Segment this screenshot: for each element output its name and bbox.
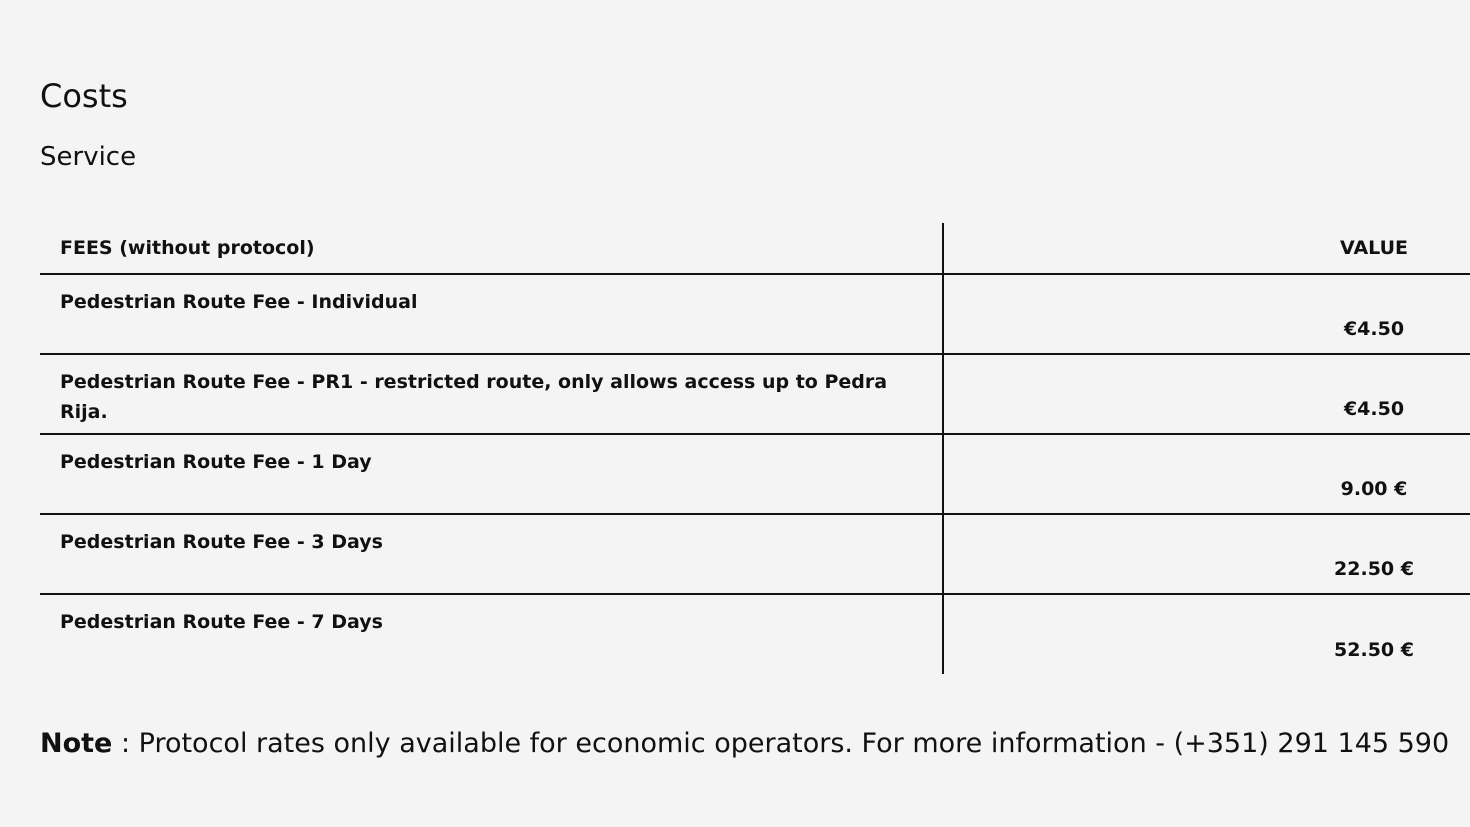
fees-column-header: FEES (without protocol) bbox=[40, 223, 943, 274]
fee-value: €4.50 bbox=[1343, 318, 1405, 340]
fees-table bbox=[40, 223, 1470, 674]
page-title: Costs bbox=[40, 77, 128, 115]
protocol-note bbox=[40, 726, 1449, 762]
fee-name-cell: Pedestrian Route Fee - PR1 - restricted route, only allows access up to Pedra Rija. bbox=[40, 354, 943, 434]
fee-value-cell bbox=[943, 594, 1470, 674]
fee-name-cell: Pedestrian Route Fee - 7 Days bbox=[40, 594, 943, 674]
table-row bbox=[40, 514, 1470, 594]
fee-value-cell bbox=[943, 514, 1470, 594]
table-row bbox=[40, 594, 1470, 674]
fee-value: 22.50 € bbox=[1334, 558, 1414, 580]
table-row bbox=[40, 354, 1470, 434]
fee-value: 9.00 € bbox=[1340, 478, 1408, 500]
fee-value: 52.50 € bbox=[1334, 639, 1414, 661]
value-column-header: VALUE bbox=[943, 223, 1470, 274]
table-header-row bbox=[40, 223, 1470, 274]
fee-value-cell bbox=[943, 354, 1470, 434]
section-subtitle: Service bbox=[40, 142, 137, 172]
fee-name-cell: Pedestrian Route Fee - Individual bbox=[40, 274, 943, 354]
fee-value-cell bbox=[943, 434, 1470, 514]
note-label: Note bbox=[40, 728, 113, 759]
table-row bbox=[40, 434, 1470, 514]
fee-name-cell: Pedestrian Route Fee - 1 Day bbox=[40, 434, 943, 514]
note-text: : Protocol rates only available for economic operators. For more information - (+351) 291 145 590 bbox=[112, 728, 1450, 759]
fee-value-cell bbox=[943, 274, 1470, 354]
fee-value: €4.50 bbox=[1343, 398, 1405, 420]
table-row bbox=[40, 274, 1470, 354]
fee-name-cell: Pedestrian Route Fee - 3 Days bbox=[40, 514, 943, 594]
